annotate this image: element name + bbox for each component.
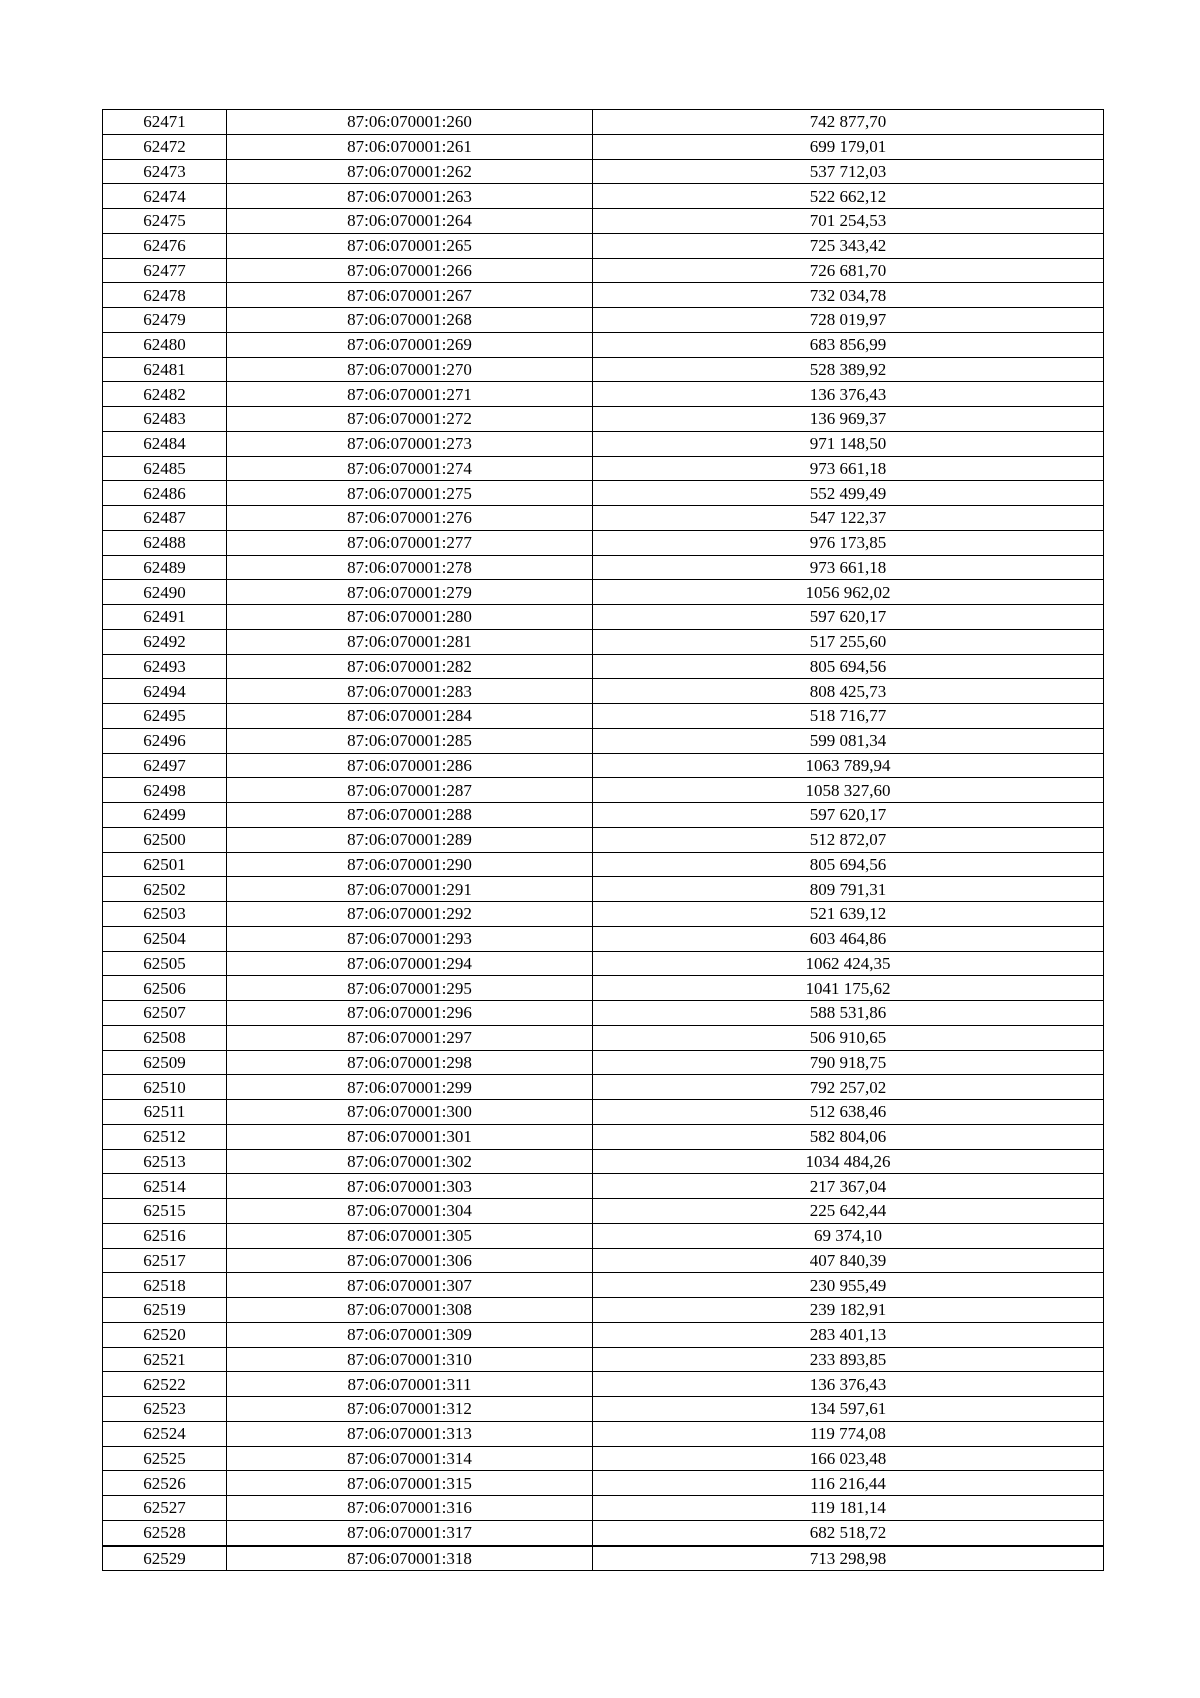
cadastral-number: 87:06:070001:296 [227, 1001, 593, 1026]
cadastral-number: 87:06:070001:267 [227, 283, 593, 308]
cadastral-number: 87:06:070001:297 [227, 1025, 593, 1050]
row-number: 62505 [103, 951, 227, 976]
row-number: 62471 [103, 110, 227, 135]
cadastral-value: 701 254,53 [593, 209, 1104, 234]
cadastral-number: 87:06:070001:314 [227, 1446, 593, 1471]
table-row [103, 976, 1104, 1001]
row-number: 62493 [103, 654, 227, 679]
row-number: 62497 [103, 753, 227, 778]
row-number: 62473 [103, 159, 227, 184]
cadastral-value: 603 464,86 [593, 926, 1104, 951]
cadastral-number: 87:06:070001:299 [227, 1075, 593, 1100]
cadastral-value: 537 712,03 [593, 159, 1104, 184]
cadastral-number: 87:06:070001:276 [227, 506, 593, 531]
row-number: 62504 [103, 926, 227, 951]
cadastral-value: 528 389,92 [593, 357, 1104, 382]
cadastral-number: 87:06:070001:318 [227, 1546, 593, 1571]
cadastral-number: 87:06:070001:316 [227, 1496, 593, 1521]
row-number: 62481 [103, 357, 227, 382]
row-number: 62484 [103, 431, 227, 456]
cadastral-value: 1034 484,26 [593, 1149, 1104, 1174]
cadastral-value: 683 856,99 [593, 332, 1104, 357]
table-row [103, 951, 1104, 976]
table-row [103, 1149, 1104, 1174]
cadastral-value: 1062 424,35 [593, 951, 1104, 976]
table-row [103, 431, 1104, 456]
cadastral-value: 790 918,75 [593, 1050, 1104, 1075]
table-row [103, 1124, 1104, 1149]
cadastral-value: 1063 789,94 [593, 753, 1104, 778]
table-row [103, 308, 1104, 333]
row-number: 62516 [103, 1223, 227, 1248]
table-row [103, 382, 1104, 407]
cadastral-number: 87:06:070001:309 [227, 1322, 593, 1347]
row-number: 62477 [103, 258, 227, 283]
cadastral-number: 87:06:070001:310 [227, 1347, 593, 1372]
cadastral-value: 742 877,70 [593, 110, 1104, 135]
cadastral-value: 725 343,42 [593, 233, 1104, 258]
cadastral-value: 728 019,97 [593, 308, 1104, 333]
cadastral-value: 588 531,86 [593, 1001, 1104, 1026]
cadastral-number: 87:06:070001:294 [227, 951, 593, 976]
cadastral-number: 87:06:070001:284 [227, 704, 593, 729]
cadastral-value: 805 694,56 [593, 852, 1104, 877]
row-number: 62480 [103, 332, 227, 357]
cadastral-number: 87:06:070001:312 [227, 1397, 593, 1422]
cadastral-number: 87:06:070001:289 [227, 827, 593, 852]
row-number: 62510 [103, 1075, 227, 1100]
table-row [103, 357, 1104, 382]
table-row [103, 456, 1104, 481]
table-row [103, 1199, 1104, 1224]
cadastral-number: 87:06:070001:287 [227, 778, 593, 803]
table-row [103, 530, 1104, 555]
table-row [103, 134, 1104, 159]
cadastral-number: 87:06:070001:265 [227, 233, 593, 258]
table-row [103, 159, 1104, 184]
row-number: 62482 [103, 382, 227, 407]
table-row [103, 1174, 1104, 1199]
cadastral-value: 597 620,17 [593, 605, 1104, 630]
table-row [103, 258, 1104, 283]
cadastral-number: 87:06:070001:315 [227, 1471, 593, 1496]
cadastral-value: 136 376,43 [593, 382, 1104, 407]
row-number: 62517 [103, 1248, 227, 1273]
cadastral-value: 973 661,18 [593, 555, 1104, 580]
table-row [103, 580, 1104, 605]
row-number: 62509 [103, 1050, 227, 1075]
row-number: 62524 [103, 1421, 227, 1446]
row-number: 62508 [103, 1025, 227, 1050]
table-row [103, 852, 1104, 877]
row-number: 62503 [103, 902, 227, 927]
table-row [103, 1248, 1104, 1273]
row-number: 62512 [103, 1124, 227, 1149]
cadastral-value: 682 518,72 [593, 1520, 1104, 1545]
cadastral-number: 87:06:070001:292 [227, 902, 593, 927]
cadastral-number: 87:06:070001:304 [227, 1199, 593, 1224]
cadastral-value: 407 840,39 [593, 1248, 1104, 1273]
row-number: 62518 [103, 1273, 227, 1298]
row-number: 62495 [103, 704, 227, 729]
cadastral-number: 87:06:070001:274 [227, 456, 593, 481]
row-number: 62483 [103, 407, 227, 432]
cadastral-number: 87:06:070001:308 [227, 1298, 593, 1323]
cadastral-value: 726 681,70 [593, 258, 1104, 283]
cadastral-number: 87:06:070001:268 [227, 308, 593, 333]
cadastral-number: 87:06:070001:262 [227, 159, 593, 184]
cadastral-value: 582 804,06 [593, 1124, 1104, 1149]
cadastral-number: 87:06:070001:290 [227, 852, 593, 877]
cadastral-number: 87:06:070001:280 [227, 605, 593, 630]
row-number: 62526 [103, 1471, 227, 1496]
table-row [103, 827, 1104, 852]
cadastral-value: 521 639,12 [593, 902, 1104, 927]
cadastral-value: 119 774,08 [593, 1421, 1104, 1446]
cadastral-value: 808 425,73 [593, 679, 1104, 704]
cadastral-number: 87:06:070001:278 [227, 555, 593, 580]
row-number: 62506 [103, 976, 227, 1001]
table-row [103, 184, 1104, 209]
cadastral-number: 87:06:070001:298 [227, 1050, 593, 1075]
row-number: 62489 [103, 555, 227, 580]
row-number: 62522 [103, 1372, 227, 1397]
row-number: 62502 [103, 877, 227, 902]
cadastral-number: 87:06:070001:269 [227, 332, 593, 357]
cadastral-value: 217 367,04 [593, 1174, 1104, 1199]
table-row [103, 1298, 1104, 1323]
cadastral-value: 225 642,44 [593, 1199, 1104, 1224]
cadastral-number: 87:06:070001:270 [227, 357, 593, 382]
cadastral-number: 87:06:070001:282 [227, 654, 593, 679]
table-row [103, 605, 1104, 630]
row-number: 62507 [103, 1001, 227, 1026]
cadastral-number: 87:06:070001:261 [227, 134, 593, 159]
cadastral-number: 87:06:070001:317 [227, 1520, 593, 1545]
table-row [103, 1075, 1104, 1100]
cadastral-value: 166 023,48 [593, 1446, 1104, 1471]
table-row [103, 1372, 1104, 1397]
row-number: 62485 [103, 456, 227, 481]
cadastral-number: 87:06:070001:303 [227, 1174, 593, 1199]
table-row [103, 555, 1104, 580]
row-number: 62490 [103, 580, 227, 605]
cadastral-value: 809 791,31 [593, 877, 1104, 902]
cadastral-value: 134 597,61 [593, 1397, 1104, 1422]
cadastral-number: 87:06:070001:271 [227, 382, 593, 407]
cadastral-value: 1058 327,60 [593, 778, 1104, 803]
cadastral-number: 87:06:070001:272 [227, 407, 593, 432]
cadastral-value: 699 179,01 [593, 134, 1104, 159]
table-row [103, 1471, 1104, 1496]
cadastral-value: 1041 175,62 [593, 976, 1104, 1001]
cadastral-number: 87:06:070001:288 [227, 803, 593, 828]
cadastral-value: 518 716,77 [593, 704, 1104, 729]
table-row [103, 926, 1104, 951]
cadastral-value: 805 694,56 [593, 654, 1104, 679]
row-number: 62498 [103, 778, 227, 803]
table-row [103, 902, 1104, 927]
table-row [103, 283, 1104, 308]
cadastral-number: 87:06:070001:263 [227, 184, 593, 209]
table-row [103, 1001, 1104, 1026]
cadastral-number: 87:06:070001:275 [227, 481, 593, 506]
cadastral-number: 87:06:070001:283 [227, 679, 593, 704]
row-number: 62529 [103, 1546, 227, 1571]
table-row [103, 1050, 1104, 1075]
cadastral-value: 506 910,65 [593, 1025, 1104, 1050]
cadastral-number: 87:06:070001:277 [227, 530, 593, 555]
table-row [103, 1223, 1104, 1248]
table-row [103, 629, 1104, 654]
row-number: 62500 [103, 827, 227, 852]
cadastral-number: 87:06:070001:293 [227, 926, 593, 951]
row-number: 62492 [103, 629, 227, 654]
cadastral-number: 87:06:070001:285 [227, 728, 593, 753]
row-number: 62488 [103, 530, 227, 555]
table-row [103, 877, 1104, 902]
cadastral-value: 136 969,37 [593, 407, 1104, 432]
cadastral-value: 517 255,60 [593, 629, 1104, 654]
row-number: 62523 [103, 1397, 227, 1422]
row-number: 62474 [103, 184, 227, 209]
table-row [103, 332, 1104, 357]
row-number: 62491 [103, 605, 227, 630]
cadastral-number: 87:06:070001:295 [227, 976, 593, 1001]
table-row [103, 1347, 1104, 1372]
cadastral-number: 87:06:070001:302 [227, 1149, 593, 1174]
cadastral-value: 552 499,49 [593, 481, 1104, 506]
cadastral-value-table [102, 109, 1104, 1571]
table-body [103, 110, 1104, 1571]
cadastral-value: 976 173,85 [593, 530, 1104, 555]
table-row [103, 654, 1104, 679]
table-row [103, 728, 1104, 753]
table-row [103, 778, 1104, 803]
table-row [103, 704, 1104, 729]
table-row [103, 407, 1104, 432]
cadastral-number: 87:06:070001:307 [227, 1273, 593, 1298]
cadastral-number: 87:06:070001:291 [227, 877, 593, 902]
cadastral-value: 599 081,34 [593, 728, 1104, 753]
table-row [103, 1397, 1104, 1422]
table-row [103, 110, 1104, 135]
cadastral-value: 116 216,44 [593, 1471, 1104, 1496]
row-number: 62513 [103, 1149, 227, 1174]
table-row [103, 1520, 1104, 1545]
cadastral-number: 87:06:070001:273 [227, 431, 593, 456]
row-number: 62527 [103, 1496, 227, 1521]
row-number: 62528 [103, 1520, 227, 1545]
cadastral-value: 239 182,91 [593, 1298, 1104, 1323]
cadastral-value: 732 034,78 [593, 283, 1104, 308]
cadastral-number: 87:06:070001:300 [227, 1100, 593, 1125]
cadastral-number: 87:06:070001:279 [227, 580, 593, 605]
row-number: 62486 [103, 481, 227, 506]
table-row [103, 1273, 1104, 1298]
cadastral-number: 87:06:070001:301 [227, 1124, 593, 1149]
table-row [103, 209, 1104, 234]
cadastral-number: 87:06:070001:313 [227, 1421, 593, 1446]
row-number: 62520 [103, 1322, 227, 1347]
table-row [103, 233, 1104, 258]
cadastral-value: 792 257,02 [593, 1075, 1104, 1100]
table-row [103, 1421, 1104, 1446]
table-row [103, 1496, 1104, 1521]
cadastral-value: 512 638,46 [593, 1100, 1104, 1125]
cadastral-number: 87:06:070001:264 [227, 209, 593, 234]
row-number: 62515 [103, 1199, 227, 1224]
cadastral-value: 547 122,37 [593, 506, 1104, 531]
cadastral-number: 87:06:070001:260 [227, 110, 593, 135]
table-row [103, 1025, 1104, 1050]
row-number: 62501 [103, 852, 227, 877]
row-number: 62519 [103, 1298, 227, 1323]
row-number: 62494 [103, 679, 227, 704]
row-number: 62479 [103, 308, 227, 333]
table-row [103, 1446, 1104, 1471]
row-number: 62496 [103, 728, 227, 753]
table-row [103, 506, 1104, 531]
row-number: 62499 [103, 803, 227, 828]
table-row [103, 1100, 1104, 1125]
table-row [103, 803, 1104, 828]
cadastral-number: 87:06:070001:281 [227, 629, 593, 654]
cadastral-number: 87:06:070001:266 [227, 258, 593, 283]
cadastral-value: 973 661,18 [593, 456, 1104, 481]
cadastral-value: 1056 962,02 [593, 580, 1104, 605]
cadastral-number: 87:06:070001:305 [227, 1223, 593, 1248]
row-number: 62521 [103, 1347, 227, 1372]
row-number: 62511 [103, 1100, 227, 1125]
cadastral-value: 713 298,98 [593, 1546, 1104, 1571]
cadastral-value: 119 181,14 [593, 1496, 1104, 1521]
cadastral-number: 87:06:070001:286 [227, 753, 593, 778]
row-number: 62487 [103, 506, 227, 531]
cadastral-value: 522 662,12 [593, 184, 1104, 209]
row-number: 62475 [103, 209, 227, 234]
cadastral-number: 87:06:070001:311 [227, 1372, 593, 1397]
row-number: 62476 [103, 233, 227, 258]
cadastral-value: 69 374,10 [593, 1223, 1104, 1248]
cadastral-value: 283 401,13 [593, 1322, 1104, 1347]
table-row [103, 753, 1104, 778]
table-row [103, 1546, 1104, 1571]
row-number: 62514 [103, 1174, 227, 1199]
cadastral-value: 512 872,07 [593, 827, 1104, 852]
cadastral-value: 597 620,17 [593, 803, 1104, 828]
cadastral-value: 971 148,50 [593, 431, 1104, 456]
row-number: 62472 [103, 134, 227, 159]
row-number: 62478 [103, 283, 227, 308]
table-row [103, 679, 1104, 704]
table-row [103, 481, 1104, 506]
cadastral-value: 233 893,85 [593, 1347, 1104, 1372]
row-number: 62525 [103, 1446, 227, 1471]
cadastral-number: 87:06:070001:306 [227, 1248, 593, 1273]
table-row [103, 1322, 1104, 1347]
cadastral-value: 136 376,43 [593, 1372, 1104, 1397]
cadastral-value: 230 955,49 [593, 1273, 1104, 1298]
